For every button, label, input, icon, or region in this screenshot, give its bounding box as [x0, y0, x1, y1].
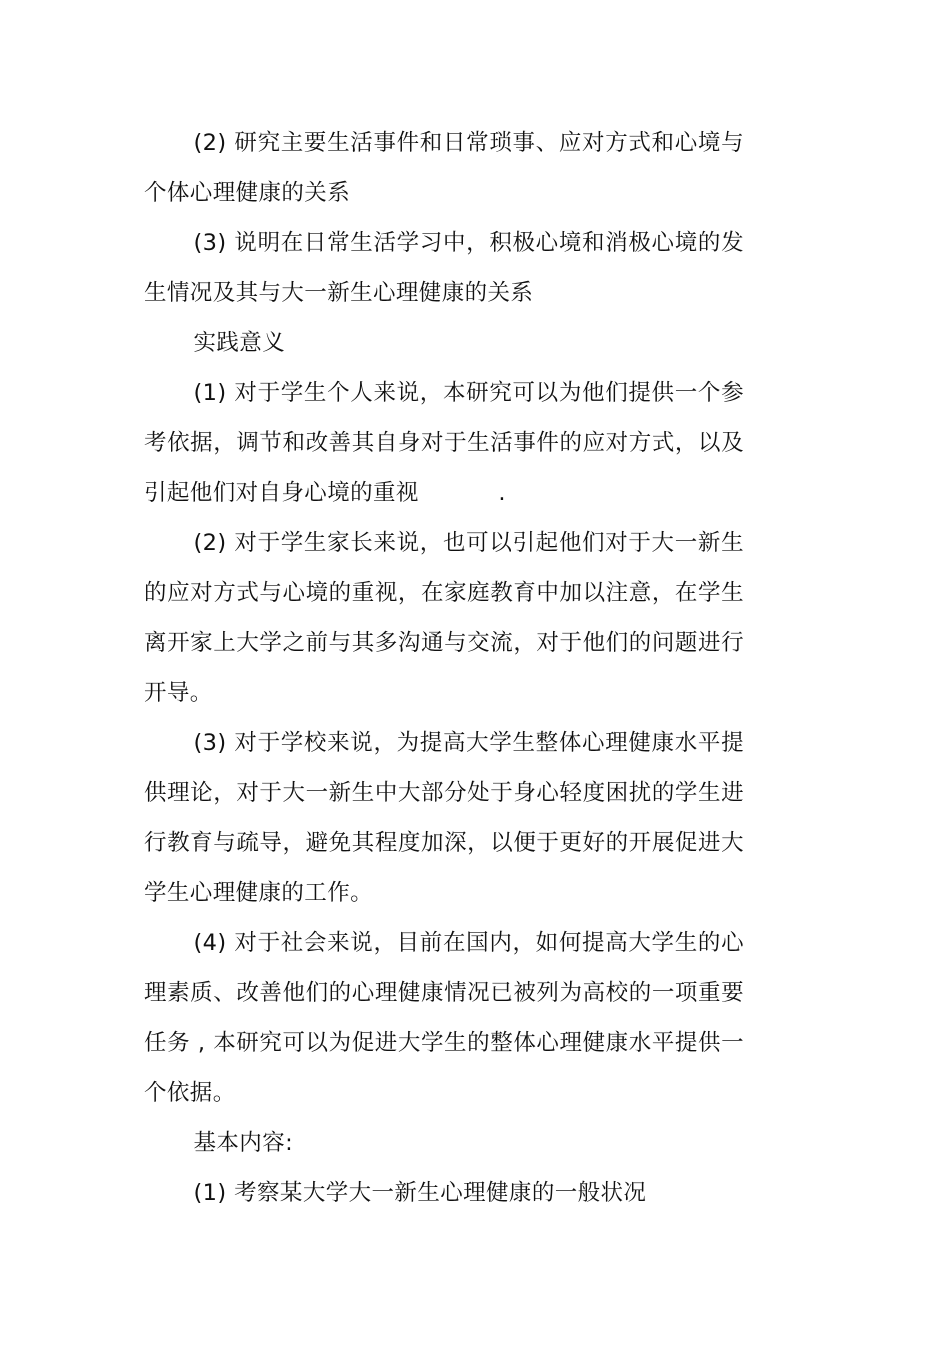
- paragraph-basic-content-1: (1) 考察某大学大一新生心理健康的一般状况: [193, 1180, 647, 1206]
- paragraph-research-objective-2: (2) 研究主要生活事件和日常琐事、应对方式和心境与个体心理健康的关系: [144, 130, 744, 206]
- paragraph-significance-3: (3) 对于学校来说，为提高大学生整体心理健康水平提供理论，对于大一新生中大部分处于身心轻度困扰的学生进行教育与疏导，避免其程度加深，以便于更好的开展促进大学生心理健康的工作。: [144, 730, 744, 906]
- document-body: [144, 118, 744, 1218]
- paragraph-research-objective-3: (3) 说明在日常生活学习中，积极心境和消极心境的发生情况及其与大一新生心理健康的关系: [144, 230, 744, 306]
- paragraph-significance-1-text: (1) 对于学生个人来说，本研究可以为他们提供一个参考依据，调节和改善其自身对于生活事件的应对方式，以及引起他们对自身心境的重视: [144, 380, 744, 506]
- heading-basic-content: 基本内容:: [193, 1130, 294, 1156]
- paragraph-significance-1: [144, 368, 744, 518]
- paragraph-significance-2: (2) 对于学生家长来说，也可以引起他们对于大一新生的应对方式与心境的重视，在家庭教育中加以注意，在学生离开家上大学之前与其多沟通与交流，对于他们的问题进行开导。: [144, 530, 744, 706]
- heading-practical-significance: 实践意义: [193, 330, 286, 356]
- paragraph-significance-1-tail: .: [498, 480, 506, 506]
- paragraph-significance-4: (4) 对于社会来说，目前在国内，如何提高大学生的心理素质、改善他们的心理健康情况已被列为高校的一项重要任务 , 本研究可以为促进大学生的整体心理健康水平提供一个依据。: [144, 930, 744, 1106]
